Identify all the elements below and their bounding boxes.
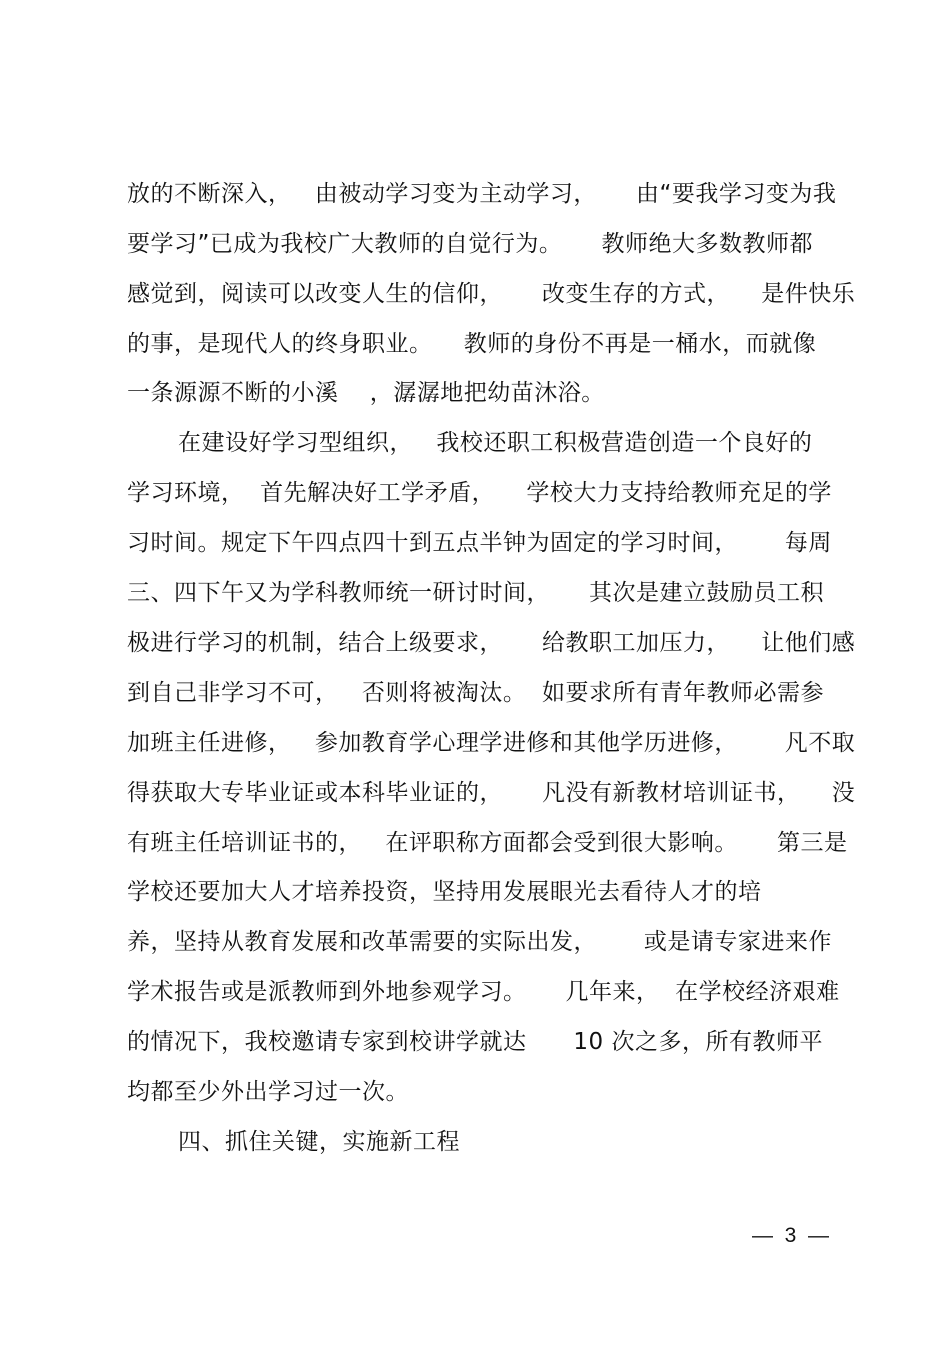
paragraph-line-4: 的事，是现代人的终身职业。 教师的身份不再是一桶水，而就像 (127, 331, 817, 357)
paragraph-line-14: 有班主任培训证书的， 在评职称方面都会受到很大影响。 第三是 (127, 830, 848, 856)
paragraph-line-10: 极进行学习的机制，结合上级要求， 给教职工加压力， 让他们感 (127, 630, 856, 656)
paragraph-line-19: 均都至少外出学习过一次。 (127, 1079, 409, 1105)
paragraph-line-6: 在建设好学习型组织， 我校还职工积极营造创造一个良好的 (178, 430, 813, 456)
paragraph-line-1: 放的不断深入， 由被动学习变为主动学习， 由“要我学习变为我 (127, 181, 837, 207)
paragraph-line-13: 得获取大专毕业证或本科毕业证的， 凡没有新教材培训证书， 没 (127, 780, 856, 806)
paragraph-line-5: 一条源源不断的小溪 ，潺潺地把幼苗沐浴。 (127, 380, 605, 406)
paragraph-line-12: 加班主任进修， 参加教育学心理学进修和其他学历进修， 凡不取 (127, 730, 856, 756)
paragraph-line-2: 要学习”已成为我校广大教师的自觉行为。 教师绝大多数教师都 (127, 231, 813, 257)
paragraph-line-9: 三、四下午又为学科教师统一研讨时间， 其次是建立鼓励员工积 (127, 580, 825, 606)
paragraph-line-17: 学术报告或是派教师到外地参观学习。 几年来， 在学校经济艰难 (127, 979, 840, 1005)
paragraph-line-8: 习时间。规定下午四点四十到五点半钟为固定的学习时间， 每周 (127, 530, 832, 556)
paragraph-line-18: 的情况下，我校邀请专家到校讲学就达 10 次之多，所有教师平 (127, 1029, 823, 1055)
paragraph-line-11: 到自己非学习不可， 否则将被淘汰。 如要求所有青年教师必需参 (127, 680, 825, 706)
page-number: — 3 — (752, 1224, 830, 1247)
section-heading: 四、抓住关键，实施新工程 (178, 1129, 460, 1155)
paragraph-line-16: 养，坚持从教育发展和改革需要的实际出发， 或是请专家进来作 (127, 929, 832, 955)
paragraph-line-3: 感觉到，阅读可以改变人生的信仰， 改变生存的方式， 是件快乐 (127, 281, 856, 307)
paragraph-line-15: 学校还要加大人才培养投资，坚持用发展眼光去看待人才的培 (127, 879, 762, 905)
paragraph-line-7: 学习环境， 首先解决好工学矛盾， 学校大力支持给教师充足的学 (127, 480, 832, 506)
